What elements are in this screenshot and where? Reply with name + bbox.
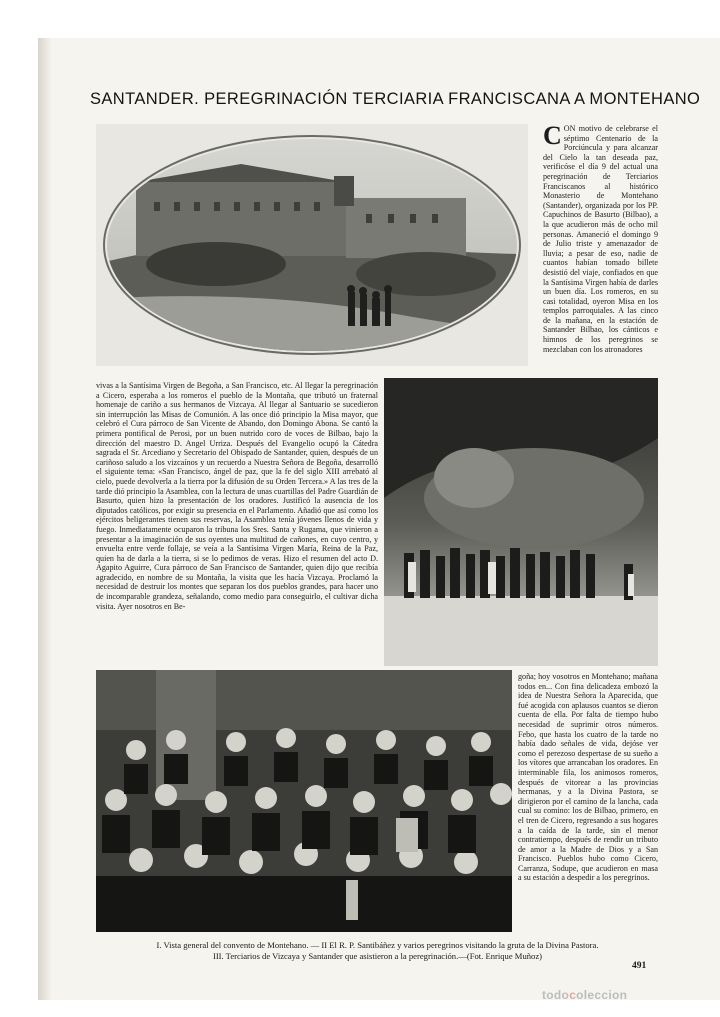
watermark-logo: todocoleccion — [542, 988, 628, 1002]
photo-convent-oval — [96, 124, 528, 366]
dropcap-letter: C — [543, 124, 562, 150]
caption-line-1: I. Vista general del convento de Montehano. — II El R. P. Santibáñez y varios peregrinos visitando la gruta de la Divina Pastora. — [156, 940, 599, 950]
page-gutter-shadow — [38, 38, 52, 1000]
intro-text: ON motivo de celebrarse el séptimo Centenario de la Porciúncula y para alcanzar del Cielo la tan deseada paz, verificóse el día 9 del actual una peregrinación de Terciarios Franciscanos al histórico Monasterio de Montehano (Santander), organizada por los PP. Capuchinos de Basurto (Bilbao), a la que acudieron más de ocho mil personas. Amaneció el domingo 9 de Julio triste y amenazador de lluvia; a pesar de eso, nadie de cuantos habían tomado billete desistió del viaje, confiados en que la Santísima Virgen había de darles un buen día. Los romeros, en su casi totalidad, oyeron Misa en los templos parroquiales. A las cinco de la mañana, en la estación de Santander Bilbao, los cánticos e himnos de los peregrinos se mezclaban con los atronadores — [543, 124, 658, 354]
article-column-middle — [96, 381, 378, 669]
caption-line-2: III. Terciarios de Vizcaya y Santander que asistieron a la peregrinación.—(Fot. Enrique Muñoz) — [212, 951, 543, 961]
photo-terciarios-group — [96, 670, 512, 932]
right-text: goña; hoy vosotros en Montehano; mañana todos en... Con fina delicadeza embozó la idea de Nuestra Señora la Aparecida, que fué acogida con aplausos cuantos se dieron cuenta de ella. Por falta de tiempo hubo necesidad de suprimir otros números. Febo, que hasta los cuatro de la tarde no había dado señales de vida, dejóse ver como el perezoso despertase de su sueño a los vítores que arrancaban los oradores. En interminable fila, los animosos romeros, después de vitorear a las provincias hermanas, y a la Divina Pastora, se dirigieron por el camino de la lancha, cada cual su comino: los de Bilbao, primero, en el tren de Cicero, regresando a sus hogares a la caída de la tarde, sin el menor contratiempo, después de rendir un tributo de amor a la Madre de Dios y a San Francisco. Pueblos hubo como Cicero, Carranza, Sodupe, que acudieron en masa a su estación a despedir a los peregrinos. — [518, 672, 658, 883]
article-column-intro — [543, 124, 658, 372]
middle-text: vivas a la Santísima Virgen de Begoña, a San Francisco, etc. Al llegar la peregrinación a Cicero, esperaba a los romeros el pueblo de la Montaña, que tributó un fraternal homenaje de cariño a sus hermanos de Vizcaya. Al llegar al Santuario se sucedieron sin interrupción las Misas de Comunión. A las once dió principio la Misa mayor, que celebró el Cura párroco de San Vicente de Abando, don Domingo Abona. Se cantó la primera pontifical de Perosi, por un buen nutrido coro de voces de Bilbao, bajo la dirección del maestro D. Angel Urriza. Después del Evangelio ocupó la Cátedra sagrada el Sr. Arcediano y Secretario del Obispado de Santander, quien, después de un cariñoso saludo a los vizcaínos y un recuerdo a Nuestra Señora de Begoña, desarrolló el siguiente tema: «San Francisco, ángel de paz, que la fe del siglo XIII arrebató al cielo, puede devolverla a la tierra por la difusión de su Orden Tercera.» A las tres de la tarde dió principio la Asamblea, con la lectura de unas cuartillas del Padre Guardián de Basurto, quien hizo la presentación de los oradores. Justificó la ausencia de los diputados católicos, por exigir su presencia en el Parlamento. Añadió que así como los ejércitos beligerantes tienen sus reservas, la Asamblea tenía jóvenes llenos de vida y fuego. Inmediatamente ocuparon la tribuna los Sres. Santa y Rugama, que vinieron a presentar a la imaginación de sus oyentes una multitud de cañones, en cuyo centro, y envuelta entre verde follaje, se veía a la Santísima Virgen María, Reina de la Paz, quien ha de darla a la tierra, si se lo pedimos de veras. Hizo el resumen del acto D. Agapito Aguirre, Cura párroco de San Francisco de Santander, quien dijo que recibía agradecido, en nombre de su Montaña, la visita que les hacía Vizcaya. Proclamó la necesidad de destruir los montes que separan los dos pueblos grandes, para hacer uno de incomparable grandeza, señalando, como medio para conseguirlo, el cultivar dicha visita. Ayer nosotros en Be- — [96, 381, 378, 611]
page-number: 491 — [632, 961, 647, 971]
photo-caption — [95, 940, 660, 962]
photo-grotto-pilgrims — [384, 378, 658, 666]
article-column-right — [518, 672, 658, 934]
article-title: SANTANDER. PEREGRINACIÓN TERCIARIA FRANCISCANA A MONTEHANO — [90, 90, 701, 108]
